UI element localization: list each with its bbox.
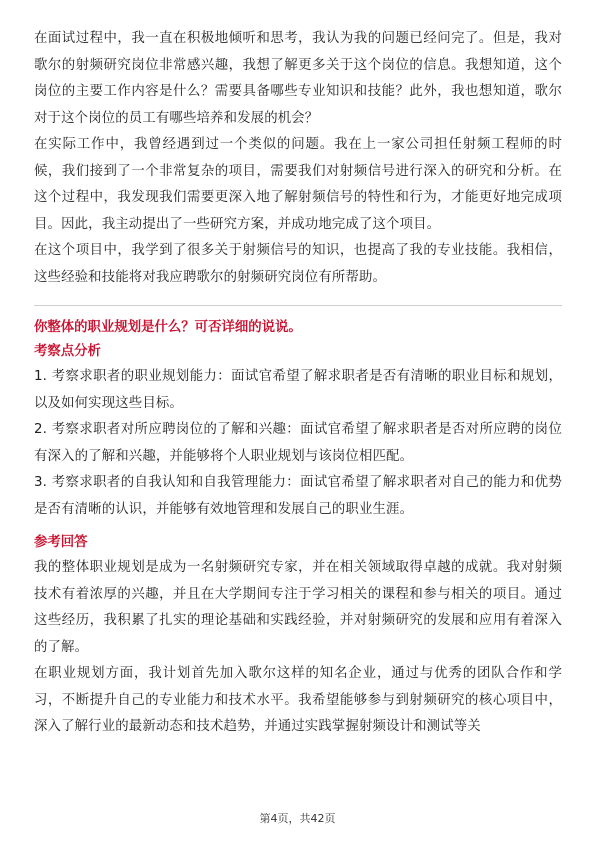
interview-question: 你整体的职业规划是什么？可否详细的说说。	[34, 320, 302, 335]
analysis-heading: 考察点分析	[34, 344, 101, 359]
document-page	[34, 26, 562, 741]
analysis-point-3: 3. 考察求职者的自我认知和自我管理能力：面试官希望了解求职者对自己的能力和优势是否有清晰的认识，并能够有效地管理和发展自己的职业生涯。	[34, 475, 562, 517]
answer-heading: 参考回答	[34, 535, 88, 550]
page-number-footer: 第4页，共42页	[259, 812, 336, 825]
intro-paragraph-1: 在面试过程中，我一直在积极地倾听和思考，我认为我的问题已经问完了。但是，我对歌尔的射频研究岗位非常感兴趣，我想了解更多关于这个岗位的信息。我想知道，这个岗位的主要工作内容是什么？需要具备哪些专业知识和技能？此外，我也想知道，歌尔对于这个岗位的员工有哪些培养和发展的机会？	[34, 31, 562, 126]
section-divider	[34, 305, 562, 306]
answer-paragraph-2: 在职业规划方面，我计划首先加入歌尔这样的知名企业，通过与优秀的团队合作和学习，不断提升自己的专业能力和技术水平。我希望能够参与到射频研究的核心项目中，深入了解行业的最新动态和技术趋势，并通过实践掌握射频设计和测试等关	[34, 666, 562, 734]
analysis-point-1: 1. 考察求职者的职业规划能力：面试官希望了解求职者是否有清晰的职业目标和规划，以及如何实现这些目标。	[34, 369, 562, 411]
section-gap	[34, 523, 562, 531]
intro-paragraph-3: 在这个项目中，我学到了很多关于射频信号的知识，也提高了我的专业技能。我相信，这些经验和技能将对我应聘歌尔的射频研究岗位有所帮助。	[34, 243, 562, 285]
intro-paragraph-2: 在实际工作中，我曾经遇到过一个类似的问题。我在上一家公司担任射频工程师的时候，我们接到了一个非常复杂的项目，需要我们对射频信号进行深入的研究和分析。在这个过程中，我发现我们需要更深入地了解射频信号的特性和行为，才能更好地完成项目。因此，我主动提出了一些研究方案，并成功地完成了这个项目。	[34, 137, 562, 232]
analysis-point-2: 2. 考察求职者对所应聘岗位的了解和兴趣：面试官希望了解求职者是否对所应聘的岗位有深入的了解和兴趣，并能够将个人职业规划与该岗位相匹配。	[34, 422, 562, 464]
answer-paragraph-1: 我的整体职业规划是成为一名射频研究专家，并在相关领域取得卓越的成就。我对射频技术有着浓厚的兴趣，并且在大学期间专注于学习相关的课程和参与相关的项目。通过这些经历，我积累了扎实的理论基础和实践经验，并对射频研究的发展和应用有着深入的了解。	[34, 560, 562, 655]
